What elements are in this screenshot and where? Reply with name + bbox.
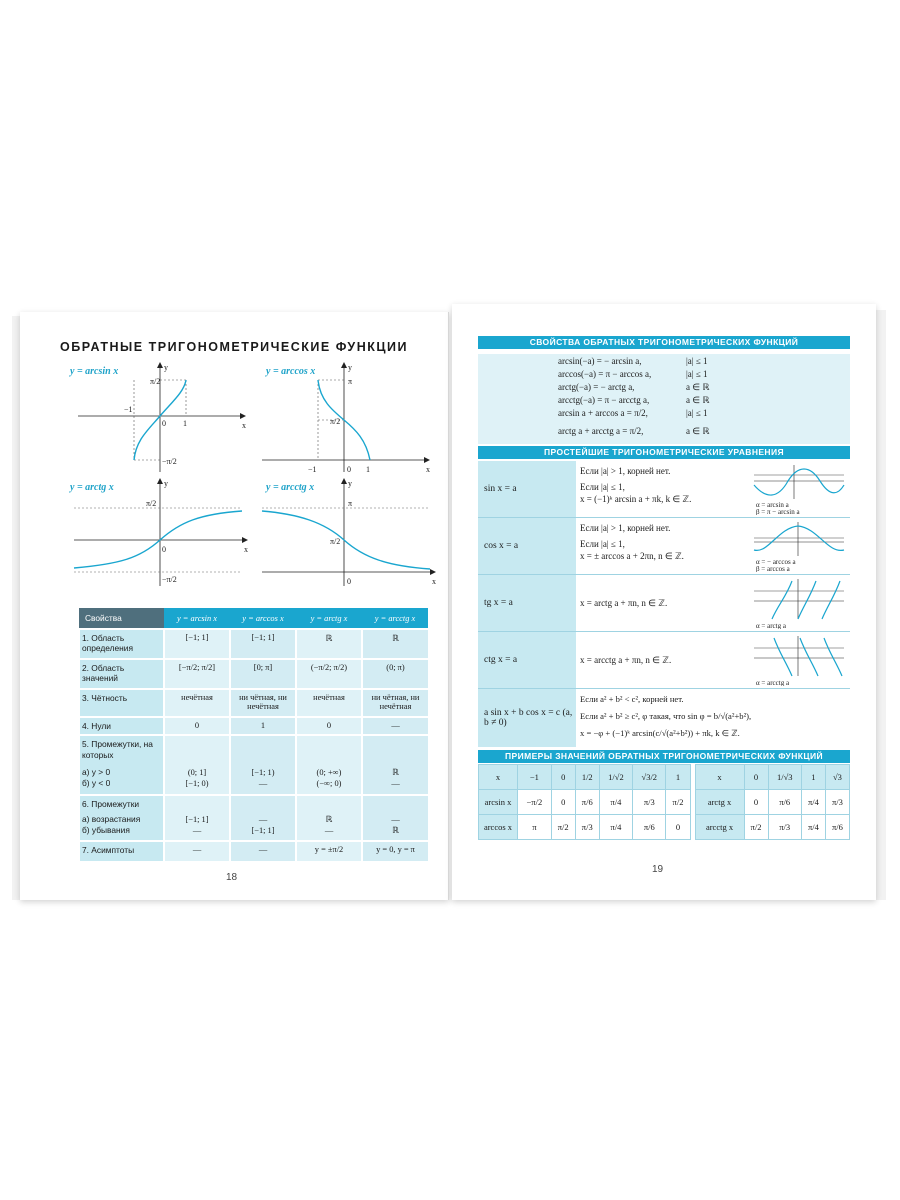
equation-solution: Если |a| > 1, корней нет. Если |a| ≤ 1, x = ± arccos a + 2πn, n ∈ ℤ. [580, 523, 684, 561]
prop-sub: б) y < 0 [82, 778, 111, 788]
prop-label: 6. Промежутки [82, 799, 140, 809]
table-row [79, 795, 428, 841]
equation-label: tg x = a [478, 575, 576, 631]
value-cell: (0; π) [362, 659, 428, 689]
table-row [79, 717, 428, 735]
curve-arcctg [262, 511, 430, 569]
value-cell: [0; π] [230, 659, 296, 689]
graph-arccos [258, 360, 438, 480]
property-row: arctg a + arcctg a = π/2, a ∈ ℝ [558, 426, 710, 436]
header-cell: y = arcsin x [164, 608, 230, 629]
svg-text:β = arccos a: β = arccos a [756, 565, 790, 572]
equation-label: sin x = a [478, 461, 576, 517]
equation-row [478, 689, 850, 747]
tick-pi-2: π/2 [150, 377, 161, 386]
prop-cell [79, 795, 164, 841]
svg-text:π: π [348, 377, 353, 386]
prop-sub: а) y > 0 [82, 767, 111, 777]
graph-tg [752, 577, 848, 629]
value-cell: [−1; 1] — [164, 795, 230, 841]
svg-text:−1: −1 [308, 465, 317, 474]
open-book [10, 300, 888, 912]
value-cell: — [164, 841, 230, 861]
svg-text:π: π [348, 499, 353, 508]
svg-text:y: y [164, 479, 168, 488]
value-cell: — ℝ [362, 795, 428, 841]
equation-solution: x = arctg a + πn, n ∈ ℤ. [580, 598, 668, 608]
tick-one: 1 [183, 419, 187, 428]
svg-text:α = arcsin a: α = arcsin a [756, 501, 789, 509]
header-cell: y = arctg x [296, 608, 362, 629]
property-row: arctg(−a) = − arctg a, a ∈ ℝ [558, 382, 710, 392]
value-cell: — [362, 717, 428, 735]
y-label: y [164, 363, 168, 372]
graph-label-arcsin: y = arcsin x [70, 366, 119, 377]
header-cell: y = arcctg x [362, 608, 428, 629]
equation-label: cos x = a [478, 518, 576, 574]
graph-sin [752, 463, 848, 515]
value-cell: ℝ — [362, 735, 428, 795]
tick-neg1: −1 [124, 405, 133, 414]
svg-text:π/2: π/2 [330, 417, 341, 426]
prop-cell [79, 735, 164, 795]
value-cell: 1 [230, 717, 296, 735]
table-row: x −1 0 1/2 1/√2 √3/2 1 x 0 1/√3 1 √3 [479, 765, 850, 790]
tick-neg-pi-2: −π/2 [162, 457, 177, 466]
prop-cell: 2. Область значений [79, 659, 164, 689]
table-header [79, 608, 428, 629]
page-edge-right [876, 310, 886, 900]
graph-cos [752, 520, 848, 572]
graph-label-arctg: y = arctg x [70, 482, 114, 493]
value-cell: [−1; 1] [164, 629, 230, 659]
value-cell: нечётная [296, 689, 362, 717]
svg-text:1: 1 [366, 465, 370, 474]
value-cell: ℝ — [296, 795, 362, 841]
prop-cell: 4. Нули [79, 717, 164, 735]
equation-row [478, 575, 850, 632]
equation-solution: x = arcctg a + πn, n ∈ ℤ. [580, 655, 672, 665]
value-cell: y = 0, y = π [362, 841, 428, 861]
value-cell: — [230, 841, 296, 861]
right-page [452, 304, 876, 900]
svg-text:0: 0 [347, 465, 351, 474]
table-row: arccos x π π/2 π/3 π/4 π/6 0 arcctg x π/2 π/3 π/4 π/6 [479, 815, 850, 840]
graph-arcctg [258, 478, 438, 590]
properties-table [78, 608, 428, 861]
value-cell: ни чётная, ни нечётная [362, 689, 428, 717]
svg-text:β = π − arcsin a: β = π − arcsin a [756, 508, 800, 515]
equation-row [478, 461, 850, 518]
svg-text:α = − arccos a: α = − arccos a [756, 558, 796, 566]
value-cell: — [−1; 1] [230, 795, 296, 841]
equation-label: a sin x + b cos x = c (a, b ≠ 0) [478, 689, 576, 747]
svg-text:x: x [244, 545, 248, 554]
value-cell: нечётная [164, 689, 230, 717]
value-cell: ни чётная, ни нечётная [230, 689, 296, 717]
table-row: arcsin x −π/2 0 π/6 π/4 π/3 π/2 arctg x 0 π/6 π/4 π/3 [479, 790, 850, 815]
value-cell: 0 [164, 717, 230, 735]
svg-text:0: 0 [162, 545, 166, 554]
equation-row [478, 632, 850, 689]
header-cell: Свойства [79, 608, 164, 629]
equation-solution: Если |a| > 1, корней нет. Если |a| ≤ 1, x = (−1)ᵏ arcsin a + πk, k ∈ ℤ. [580, 466, 692, 504]
value-cell: [−π/2; π/2] [164, 659, 230, 689]
prop-cell: 1. Область определения [79, 629, 164, 659]
table-row [79, 689, 428, 717]
page-number: 19 [652, 864, 664, 875]
svg-text:π/2: π/2 [146, 499, 157, 508]
svg-text:y: y [348, 363, 352, 372]
table-row [79, 659, 428, 689]
graph-label-arccos: y = arccos x [266, 366, 316, 377]
svg-text:−π/2: −π/2 [162, 575, 177, 584]
value-cell: ℝ [362, 629, 428, 659]
section-bar-values: ПРИМЕРЫ ЗНАЧЕНИЙ ОБРАТНЫХ ТРИГОНОМЕТРИЧЕСКИХ ФУНКЦИЙ [478, 750, 850, 763]
equation-label: ctg x = a [478, 632, 576, 688]
page-number: 18 [226, 872, 238, 883]
value-cell: [−1; 1) — [230, 735, 296, 795]
value-cell: (−π/2; π/2) [296, 659, 362, 689]
svg-text:0: 0 [347, 577, 351, 586]
values-table [478, 764, 850, 840]
value-cell: y = ±π/2 [296, 841, 362, 861]
table-row [79, 629, 428, 659]
properties-box [478, 354, 850, 444]
prop-label: 5. Промежутки, на которых [82, 739, 153, 760]
value-cell: ℝ [296, 629, 362, 659]
section-bar-equations: ПРОСТЕЙШИЕ ТРИГОНОМЕТРИЧЕСКИЕ УРАВНЕНИЯ [478, 446, 850, 459]
equation-solution: Если a² + b² < c², корней нет. Если a² + b² ≥ c², φ такая, что sin φ = b/√(a²+b²), x = −φ + (−1)ᵏ arcsin(c/√(a²+b²)) + πk, k ∈ ℤ. [580, 694, 752, 738]
section-bar-properties: СВОЙСТВА ОБРАТНЫХ ТРИГОНОМЕТРИЧЕСКИХ ФУНКЦИЙ [478, 336, 850, 349]
graph-arctg [70, 478, 250, 590]
property-row: arccos(−a) = π − arccos a, |a| ≤ 1 [558, 369, 708, 379]
svg-text:y: y [348, 479, 352, 488]
value-cell: (0; 1] [−1; 0) [164, 735, 230, 795]
tick-zero: 0 [162, 419, 166, 428]
value-cell: (0; +∞) (−∞; 0) [296, 735, 362, 795]
svg-text:x: x [426, 465, 430, 474]
prop-sub: б) убывания [82, 825, 130, 835]
svg-text:α = arctg a: α = arctg a [756, 622, 786, 629]
property-row: arcsin(−a) = − arcsin a, |a| ≤ 1 [558, 356, 708, 366]
prop-cell: 7. Асимптоты [79, 841, 164, 861]
graph-ctg [752, 634, 848, 686]
svg-text:x: x [432, 577, 436, 586]
graph-arcsin [70, 360, 250, 480]
value-cell: [−1; 1] [230, 629, 296, 659]
table-row [79, 841, 428, 861]
header-cell: y = arccos x [230, 608, 296, 629]
graph-label-arcctg: y = arcctg x [266, 482, 315, 493]
equation-row [478, 518, 850, 575]
svg-text:π/2: π/2 [330, 537, 341, 546]
prop-sub: а) возрастания [82, 814, 141, 824]
table-row [79, 735, 428, 795]
left-page [20, 312, 449, 900]
value-cell: 0 [296, 717, 362, 735]
x-label: x [242, 421, 246, 430]
curve-arctg [74, 511, 242, 568]
property-row: arcctg(−a) = π − arcctg a, a ∈ ℝ [558, 395, 710, 405]
property-row: arcsin a + arccos a = π/2, |a| ≤ 1 [558, 408, 708, 418]
svg-text:α = arcctg a: α = arcctg a [756, 679, 790, 686]
page-title: ОБРАТНЫЕ ТРИГОНОМЕТРИЧЕСКИЕ ФУНКЦИИ [60, 340, 408, 354]
prop-cell: 3. Чётность [79, 689, 164, 717]
